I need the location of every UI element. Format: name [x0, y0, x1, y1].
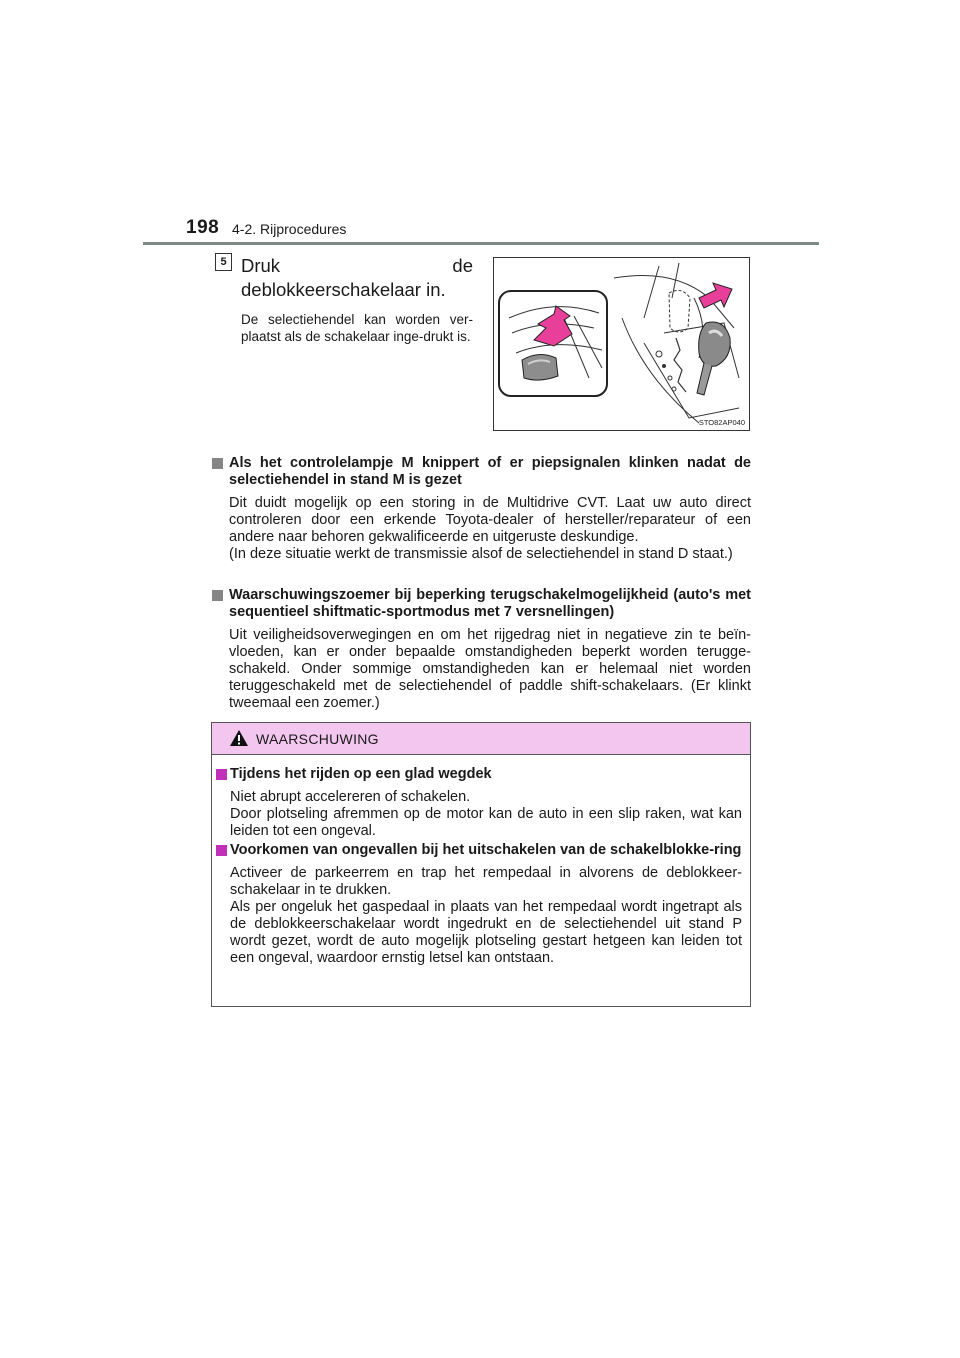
warning-item-slippery-road — [212, 766, 750, 840]
bullet-square-icon — [216, 845, 227, 856]
note-indicator-blinking — [211, 455, 751, 563]
warning-item-body: Niet abrupt accelereren of schakelen. Door plotseling afremmen op de motor kan de auto in een slip raken, wat kan leiden tot een ongeval. — [230, 789, 742, 839]
warning-item-shift-lock — [212, 842, 750, 967]
warning-item-heading: Voorkomen van ongevallen bij het uitschakelen van de schakelblokke-ring — [212, 842, 750, 859]
header-rule — [143, 242, 819, 245]
figure-code: STO82AP040 — [698, 418, 745, 427]
shift-lever-drawing — [494, 258, 749, 430]
warning-title: WAARSCHUWING — [256, 731, 379, 747]
step-description: De selectiehendel kan worden ver-plaatst als de schakelaar inge-drukt is. — [241, 312, 473, 344]
warning-box — [211, 722, 751, 1007]
warning-triangle-icon — [229, 729, 249, 747]
warning-item-heading: Tijdens het rijden op een glad wegdek — [212, 766, 750, 783]
shift-lever-illustration — [493, 257, 750, 431]
bullet-square-icon — [212, 458, 223, 469]
step-number: 5 — [215, 253, 232, 271]
bullet-square-icon — [216, 769, 227, 780]
step-title: Druk de deblokkeerschakelaar in. — [241, 255, 473, 300]
bullet-square-icon — [212, 590, 223, 601]
note-body: Dit duidt mogelijk op een storing in de Multidrive CVT. Laat uw auto direct controleren door een erkende Toyota-dealer of hersteller/reparateur of een andere naar behoren gekwalificeerde en uitgeruste deskundige. (In deze situatie werkt de transmissie alsof de selectiehendel in stand D staat.) — [229, 495, 751, 562]
note-body: Uit veiligheidsoverwegingen en om het rijgedrag niet in negatieve zin te beïn-vloeden, kan er onder bepaalde omstandigheden beperkt worden terugge-schakeld. Onder sommige omstandigheden kan er helemaal niet worden teruggeschakeld met de selectiehendel of paddle shift-schakelaars. (Er klinkt tweemaal een zoemer.) — [229, 627, 751, 711]
warning-header — [212, 723, 750, 755]
warning-item-body: Activeer de parkeerrem en trap het rempedaal in alvorens de deblokkeer-schakelaar in te drukken. Als per ongeluk het gaspedaal in plaats van het rempedaal wordt ingetrapt als de deblokkeerschakelaar wordt ingedrukt en de selectiehendel uit stand P wordt gezet, wordt de auto mogelijk plotseling gestart hetgeen kan leiden tot een ongeval, waardoor ernstig letsel kan ontstaan. — [230, 865, 742, 966]
note-heading: Waarschuwingszoemer bij beperking terugschakelmogelijkheid (auto's met sequentieel shiftmatic-sportmodus met 7 versnellingen) — [211, 587, 751, 621]
section-title: 4-2. Rijprocedures — [232, 221, 347, 237]
note-warning-buzzer — [211, 587, 751, 712]
page-number: 198 — [186, 217, 220, 238]
note-heading: Als het controlelampje M knippert of er piepsignalen klinken nadat de selectiehendel in stand M is gezet — [211, 455, 751, 489]
